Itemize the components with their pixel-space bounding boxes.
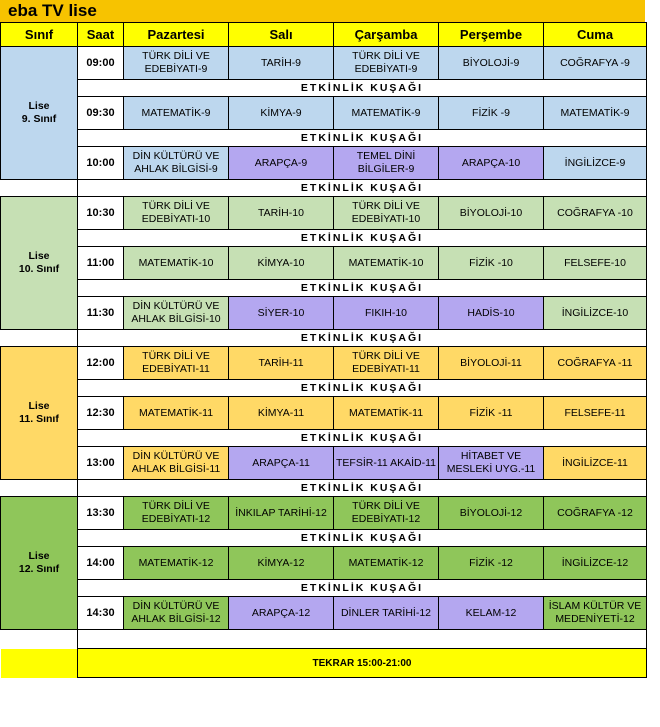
lesson-cell: FELSEFE-11: [544, 397, 647, 430]
lesson-cell: SİYER-10: [229, 297, 334, 330]
lesson-cell: DİN KÜLTÜRÜ VE AHLAK BİLGİSİ-9: [124, 147, 229, 180]
grade-cell: [1, 497, 78, 630]
time-cell: 11:30: [78, 297, 124, 330]
activity-break-label: ETKİNLİK KUŞAĞI: [78, 130, 647, 147]
lesson-cell: BİYOLOJİ-9: [439, 47, 544, 80]
activity-break-row: [1, 130, 647, 147]
activity-break-label: ETKİNLİK KUŞAĞI: [78, 530, 647, 547]
lesson-cell: DİN KÜLTÜRÜ VE AHLAK BİLGİSİ-12: [124, 597, 229, 630]
lesson-cell: FİZİK -12: [439, 547, 544, 580]
lesson-row: [1, 447, 647, 480]
lesson-cell: TÜRK DİLİ VE EDEBİYATI-11: [124, 347, 229, 380]
lesson-cell: BİYOLOJİ-11: [439, 347, 544, 380]
lesson-cell: TEFSİR-11 AKAİD-11: [334, 447, 439, 480]
activity-break-label: ETKİNLİK KUŞAĞI: [78, 230, 647, 247]
lesson-cell: MATEMATİK-11: [334, 397, 439, 430]
time-cell: 14:30: [78, 597, 124, 630]
activity-break-row: [1, 430, 647, 447]
repeat-note: TEKRAR 15:00-21:00: [78, 649, 647, 678]
lesson-cell: COĞRAFYA -11: [544, 347, 647, 380]
empty-cell: [1, 180, 78, 197]
grade-cell: [1, 197, 78, 330]
lesson-row: [1, 597, 647, 630]
footer-row: [1, 649, 647, 678]
header-cell: Cuma: [544, 23, 647, 47]
empty-cell: [78, 630, 647, 649]
grade-label: 9. Sınıf: [21, 113, 57, 125]
lesson-cell: TÜRK DİLİ VE EDEBİYATI-9: [334, 47, 439, 80]
lesson-cell: ARAPÇA-10: [439, 147, 544, 180]
activity-break-label: ETKİNLİK KUŞAĞI: [78, 330, 647, 347]
lesson-cell: TÜRK DİLİ VE EDEBİYATI-10: [334, 197, 439, 230]
lesson-row: [1, 197, 647, 230]
lesson-cell: TEMEL DİNİ BİLGİLER-9: [334, 147, 439, 180]
grade-label: 10. Sınıf: [18, 263, 60, 275]
grade-cell: [1, 47, 78, 180]
time-cell: 13:00: [78, 447, 124, 480]
schedule-table: [0, 22, 647, 678]
empty-cell: [1, 480, 78, 497]
grade-label: 12. Sınıf: [18, 563, 60, 575]
time-cell: 12:30: [78, 397, 124, 430]
activity-break-label: ETKİNLİK KUŞAĞI: [78, 180, 647, 197]
activity-break-label: ETKİNLİK KUŞAĞI: [78, 430, 647, 447]
lesson-cell: TÜRK DİLİ VE EDEBİYATI-12: [334, 497, 439, 530]
lesson-cell: DİN KÜLTÜRÜ VE AHLAK BİLGİSİ-11: [124, 447, 229, 480]
activity-break-row: [1, 530, 647, 547]
grade-label: Lise: [28, 400, 50, 412]
lesson-cell: DİN KÜLTÜRÜ VE AHLAK BİLGİSİ-10: [124, 297, 229, 330]
lesson-cell: MATEMATİK-9: [124, 97, 229, 130]
lesson-row: [1, 97, 647, 130]
lesson-cell: İNKILAP TARİHİ-12: [229, 497, 334, 530]
lesson-cell: İNGİLİZCE-9: [544, 147, 647, 180]
page-title: eba TV lise: [8, 1, 97, 20]
lesson-cell: ARAPÇA-12: [229, 597, 334, 630]
grade-label: 11. Sınıf: [19, 413, 59, 425]
lesson-cell: ARAPÇA-9: [229, 147, 334, 180]
header-row: [1, 23, 647, 47]
time-cell: 10:30: [78, 197, 124, 230]
lesson-cell: KİMYA-12: [229, 547, 334, 580]
time-cell: 09:00: [78, 47, 124, 80]
activity-break-row: [1, 230, 647, 247]
lesson-cell: MATEMATİK-9: [334, 97, 439, 130]
lesson-cell: COĞRAFYA -12: [544, 497, 647, 530]
lesson-row: [1, 47, 647, 80]
activity-break-row: [1, 180, 647, 197]
lesson-cell: TÜRK DİLİ VE EDEBİYATI-9: [124, 47, 229, 80]
lesson-cell: İSLAM KÜLTÜR VE MEDENİYETİ-12: [544, 597, 647, 630]
lesson-cell: İNGİLİZCE-10: [544, 297, 647, 330]
lesson-cell: TARİH-9: [229, 47, 334, 80]
lesson-cell: KELAM-12: [439, 597, 544, 630]
header-cell: Pazartesi: [124, 23, 229, 47]
time-cell: 13:30: [78, 497, 124, 530]
grade-label: Lise: [28, 100, 50, 112]
lesson-cell: DİNLER TARİHİ-12: [334, 597, 439, 630]
lesson-cell: BİYOLOJİ-12: [439, 497, 544, 530]
activity-break-label: ETKİNLİK KUŞAĞI: [78, 480, 647, 497]
lesson-cell: FIKIH-10: [334, 297, 439, 330]
lesson-cell: İNGİLİZCE-12: [544, 547, 647, 580]
spacer-row: [1, 630, 647, 649]
lesson-cell: MATEMATİK-11: [124, 397, 229, 430]
header-cell: Perşembe: [439, 23, 544, 47]
header-cell: Sınıf: [1, 23, 78, 47]
lesson-cell: TÜRK DİLİ VE EDEBİYATI-10: [124, 197, 229, 230]
lesson-cell: BİYOLOJİ-10: [439, 197, 544, 230]
activity-break-label: ETKİNLİK KUŞAĞI: [78, 380, 647, 397]
lesson-cell: FİZİK -9: [439, 97, 544, 130]
time-cell: 11:00: [78, 247, 124, 280]
header-cell: Salı: [229, 23, 334, 47]
empty-cell: [1, 630, 78, 649]
header-cell: Çarşamba: [334, 23, 439, 47]
lesson-cell: FİZİK -10: [439, 247, 544, 280]
activity-break-row: [1, 330, 647, 347]
time-cell: 14:00: [78, 547, 124, 580]
lesson-cell: HİTABET VE MESLEKİ UYG.-11: [439, 447, 544, 480]
activity-break-row: [1, 380, 647, 397]
activity-break-row: [1, 580, 647, 597]
activity-break-label: ETKİNLİK KUŞAĞI: [78, 580, 647, 597]
empty-cell: [1, 649, 78, 678]
grade-label: Lise: [28, 250, 50, 262]
lesson-row: [1, 247, 647, 280]
time-cell: 12:00: [78, 347, 124, 380]
activity-break-row: [1, 80, 647, 97]
lesson-cell: TARİH-10: [229, 197, 334, 230]
lesson-row: [1, 347, 647, 380]
lesson-cell: MATEMATİK-12: [124, 547, 229, 580]
lesson-cell: MATEMATİK-10: [124, 247, 229, 280]
lesson-cell: KİMYA-11: [229, 397, 334, 430]
lesson-cell: MATEMATİK-10: [334, 247, 439, 280]
lesson-row: [1, 397, 647, 430]
lesson-cell: TÜRK DİLİ VE EDEBİYATI-12: [124, 497, 229, 530]
lesson-cell: KİMYA-10: [229, 247, 334, 280]
title-bar: [0, 0, 645, 22]
lesson-cell: HADİS-10: [439, 297, 544, 330]
lesson-cell: TARİH-11: [229, 347, 334, 380]
activity-break-label: ETKİNLİK KUŞAĞI: [78, 80, 647, 97]
activity-break-row: [1, 280, 647, 297]
lesson-cell: İNGİLİZCE-11: [544, 447, 647, 480]
activity-break-row: [1, 480, 647, 497]
header-cell: Saat: [78, 23, 124, 47]
lesson-cell: FELSEFE-10: [544, 247, 647, 280]
time-cell: 10:00: [78, 147, 124, 180]
lesson-row: [1, 547, 647, 580]
lesson-cell: TÜRK DİLİ VE EDEBİYATI-11: [334, 347, 439, 380]
lesson-row: [1, 297, 647, 330]
lesson-cell: FİZİK -11: [439, 397, 544, 430]
grade-cell: [1, 347, 78, 480]
lesson-row: [1, 497, 647, 530]
lesson-cell: KİMYA-9: [229, 97, 334, 130]
lesson-cell: ARAPÇA-11: [229, 447, 334, 480]
lesson-cell: COĞRAFYA -10: [544, 197, 647, 230]
lesson-row: [1, 147, 647, 180]
activity-break-label: ETKİNLİK KUŞAĞI: [78, 280, 647, 297]
empty-cell: [1, 330, 78, 347]
lesson-cell: MATEMATİK-9: [544, 97, 647, 130]
time-cell: 09:30: [78, 97, 124, 130]
grade-label: Lise: [28, 550, 50, 562]
lesson-cell: COĞRAFYA -9: [544, 47, 647, 80]
lesson-cell: MATEMATİK-12: [334, 547, 439, 580]
